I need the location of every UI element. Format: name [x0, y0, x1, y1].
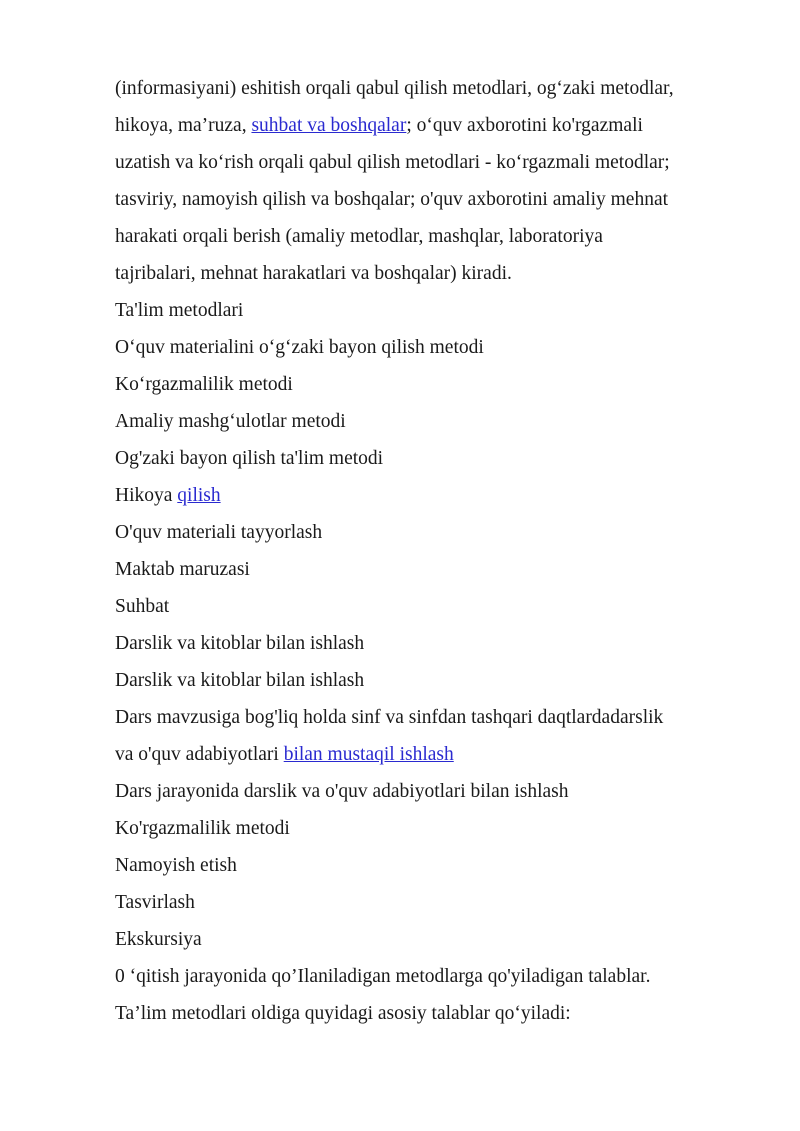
list-item: Ta'lim metodlari: [115, 300, 244, 321]
list-item: Tasvirlash: [115, 892, 195, 913]
list-item: Namoyish etish: [115, 855, 237, 876]
text-segment: hikoya, ma’ruza,: [115, 115, 252, 136]
list-item: Og'zaki bayon qilish ta'lim metodi: [115, 448, 384, 469]
mustaqil-ishlash-link[interactable]: bilan mustaqil ishlash: [283, 744, 454, 765]
list-item: Ekskursiya: [115, 929, 202, 950]
list-item: Dars jarayonida darslik va o'quv adabiyotlari bilan ishlash: [115, 781, 569, 802]
list-item: [115, 477, 735, 514]
list-item: 0 ‘qitish jarayonida qo’Ilaniladigan metodlarga qo'yiladigan talablar.: [115, 966, 651, 987]
list-item: Darslik va kitoblar bilan ishlash: [115, 633, 365, 654]
list-item: [115, 736, 735, 773]
list-item: Darslik va kitoblar bilan ishlash: [115, 670, 365, 691]
text-segment: ; o‘quv axborotini ko'rgazmali: [406, 115, 643, 136]
list-item: O‘quv materialini o‘g‘zaki bayon qilish metodi: [115, 337, 484, 358]
list-item: Ko'rgazmalilik metodi: [115, 818, 290, 839]
paragraph-line: uzatish va ko‘rish orqali qabul qilish metodlari - ko‘rgazmali metodlar;: [115, 152, 670, 173]
list-item: O'quv materiali tayyorlash: [115, 522, 323, 543]
text-segment: Hikoya: [115, 485, 178, 506]
document-page: [115, 70, 735, 1032]
list-item: Maktab maruzasi: [115, 559, 250, 580]
list-item: Ta’lim metodlari oldiga quyidagi asosiy talablar qo‘yiladi:: [115, 1003, 571, 1024]
list-item: Amaliy mashg‘ulotlar metodi: [115, 411, 346, 432]
paragraph-line: [115, 107, 735, 144]
paragraph-line: (informasiyani) eshitish orqali qabul qilish metodlari, og‘zaki metodlar,: [115, 78, 674, 99]
suhbat-link[interactable]: suhbat va boshqalar: [251, 115, 407, 136]
list-item: Dars mavzusiga bog'liq holda sinf va sinfdan tashqari daqtlardadarslik: [115, 707, 664, 728]
qilish-link[interactable]: qilish: [177, 485, 221, 506]
paragraph-line: tasviriy, namoyish qilish va boshqalar; o'quv axborotini amaliy mehnat: [115, 189, 669, 210]
text-segment: va o'quv adabiyotlari: [115, 744, 284, 765]
paragraph-line: tajribalari, mehnat harakatlari va boshqalar) kiradi.: [115, 263, 512, 284]
list-item: Suhbat: [115, 596, 170, 617]
paragraph-line: harakati orqali berish (amaliy metodlar, mashqlar, laboratoriya: [115, 226, 603, 247]
list-item: Ko‘rgazmalilik metodi: [115, 374, 293, 395]
